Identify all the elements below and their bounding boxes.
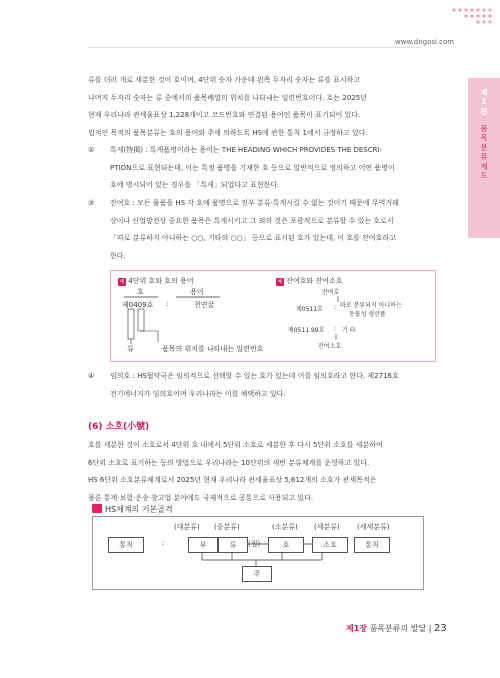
text-line: PTION으로 표현되는데, 이는 특정 품명을 기재한 호 등으로 일반적으로 정의하고 어떤 품명이 bbox=[110, 163, 395, 172]
item-4 bbox=[110, 368, 433, 403]
item-3 bbox=[110, 195, 433, 265]
example-badge: 예 bbox=[119, 279, 125, 285]
hs-jeol: (절) bbox=[248, 540, 261, 548]
text-line: HS 6단위 소호분류체계로서 2025년 현재 우리나라 관세율표상 5,612개의 소호가 관세목적은 bbox=[88, 476, 377, 485]
item-2-number: ② bbox=[88, 146, 95, 154]
text-line: 특게(特揭) : 특게품명이라는 용어는 THE HEADING WHICH PROVIDES THE DESCRI- bbox=[110, 146, 383, 154]
hs-box-ju: 주 bbox=[242, 566, 272, 582]
box-left-col-ho: 호 bbox=[137, 288, 144, 296]
section-title: (6) 소호(小號) bbox=[88, 422, 150, 432]
text-line: 현재 우리나라 관세율표상 1,228개이고 코드번호와 연결된 용어인 품목이 표기되어 있다. bbox=[88, 111, 361, 120]
text-line: 물론 통계·보험·운송·창고업 분야에도 국제적으로 공통으로 사용되고 있다. bbox=[88, 493, 314, 502]
hs-colon: : bbox=[162, 539, 165, 547]
hs-box-soho: 소호 bbox=[312, 537, 348, 553]
figure-title bbox=[92, 504, 173, 515]
hs-label-subsub: (세세분류) bbox=[357, 523, 390, 531]
hs-box-bu: 부 bbox=[188, 537, 218, 553]
figure-title-text: HS체계의 기본골격 bbox=[105, 505, 173, 514]
box-right-row1-desc2: 동물성 생산품 bbox=[349, 311, 386, 318]
text-line: 상이나 산업발전상 중요한 품목은 특게시키고 그 외의 것은 포괄적으로 분류할 수 있는 호로서 bbox=[110, 216, 394, 225]
hs-box-ho: 호 bbox=[268, 537, 304, 553]
box-right-title-row bbox=[276, 276, 343, 286]
example-badge: 예 bbox=[277, 279, 283, 285]
box-right-title: 잔여호와 잔여소호 bbox=[286, 277, 343, 285]
side-tab-chapter: 제 1 편 bbox=[480, 88, 488, 116]
box-right-bottom: 잔여소호 bbox=[318, 343, 342, 350]
box-left-col-term: 용어 bbox=[190, 288, 204, 296]
box-left-bottom-desc: 품목의 위치를 나타내는 일련번호 bbox=[162, 345, 264, 353]
book-icon bbox=[92, 504, 102, 513]
text-line: 법적인 목적의 품목분류는 호의 용어와 주에 의하도록 HS에 관한 통칙 1에서 규정하고 있다. bbox=[88, 128, 368, 137]
box-left-colon: : bbox=[166, 300, 169, 308]
box-left-title: 4단위 호와 호의 용어 bbox=[128, 277, 194, 285]
text-line: 전기에너지가 임의호이며 우리나라는 이를 채택하고 있다. bbox=[110, 389, 286, 398]
hs-label-sub: (세분류) bbox=[314, 523, 340, 531]
decorative-dots bbox=[450, 6, 494, 28]
side-tab-section: 품목분류 제도 bbox=[480, 124, 488, 180]
hs-box-tongchik: 통칙 bbox=[108, 537, 144, 553]
page-footer bbox=[346, 623, 447, 634]
text-line: 호를 세분한 것이 소호로서 4단위 호 내에서 5단위 소호로 세분한 후 다시 5단위 소호를 세분하여 bbox=[88, 441, 383, 449]
text-line: 「따로 분류하지 아니하는 ○○, 기타의 ○○」 등으로 표시된 호가 있는데, 이 호를 잔여호라고 bbox=[110, 234, 396, 243]
hs-label-major: (대분류) bbox=[174, 523, 200, 531]
box-right-row1-colon: : bbox=[334, 304, 337, 311]
box-right-row2-desc: 기 타 bbox=[342, 327, 356, 334]
page-number: 23 bbox=[434, 623, 447, 634]
item-3-number: ③ bbox=[88, 199, 95, 207]
hs-box-ryu: 류 bbox=[218, 537, 248, 553]
text-line: 6단위 소호로 표기하는 등의 방법으로 우리나라는 10단위의 세번 분류체계를 운영하고 있다. bbox=[88, 458, 370, 467]
box-right-row1-desc1: 따로 분류되지 아니하는 bbox=[340, 302, 402, 309]
text-line: 한다. bbox=[110, 251, 126, 260]
box-right-row2-colon: : bbox=[334, 325, 337, 332]
box-right-row1-code: 제0511호 bbox=[296, 306, 323, 313]
box-right-row2-code: 제0511.99호 bbox=[288, 327, 325, 334]
text-line: 임의호 : HS협약국은 임의적으로 선택할 수 있는 호가 있는데 이를 임의호라고 한다. 제2716호 bbox=[110, 372, 399, 380]
box-left-bottom-label: 류 bbox=[127, 345, 134, 353]
item-4-number: ④ bbox=[88, 372, 95, 380]
text-line: 나머지 두자리 숫자는 류 중에서의 품목배열의 위치를 나타내는 일련번호이다. 호는 2025년 bbox=[88, 93, 367, 102]
site-url: www.dngosi.com bbox=[395, 38, 455, 46]
item-2 bbox=[110, 142, 433, 195]
hs-box-tongchik-2: 통칙 bbox=[354, 537, 390, 553]
header-rule bbox=[88, 47, 421, 48]
footer-divider: | bbox=[428, 624, 432, 633]
hs-label-minor: (소분류) bbox=[272, 523, 298, 531]
side-tab bbox=[468, 78, 500, 238]
footer-title: 품목분류의 발달 bbox=[369, 624, 427, 633]
box-left-code: 제0409호 bbox=[122, 301, 154, 309]
text-line: 호에 명시되어 있는 경우를 「특게」되었다고 표현한다. bbox=[110, 181, 280, 190]
footer-chapter: 제1장 bbox=[346, 624, 368, 633]
hs-label-mid: (중분류) bbox=[214, 523, 240, 531]
paragraph-6 bbox=[88, 437, 433, 507]
box-right-top: 잔여호 bbox=[322, 289, 340, 296]
text-line: 류를 더러 개로 세분한 것이 호이며, 4단위 숫자 가운데 왼쪽 두자리 숫자는 류를 표시하고 bbox=[88, 76, 361, 84]
box-left-term: 천연꿀 bbox=[194, 301, 215, 309]
paragraph-1 bbox=[88, 72, 433, 142]
box-left-title-row bbox=[118, 276, 193, 286]
text-line: 잔여호 : 모든 물품을 HS 각 호에 품명으로 전부 분류·특게시킬 수 없는 것이기 때문에 무역거래 bbox=[110, 199, 399, 207]
